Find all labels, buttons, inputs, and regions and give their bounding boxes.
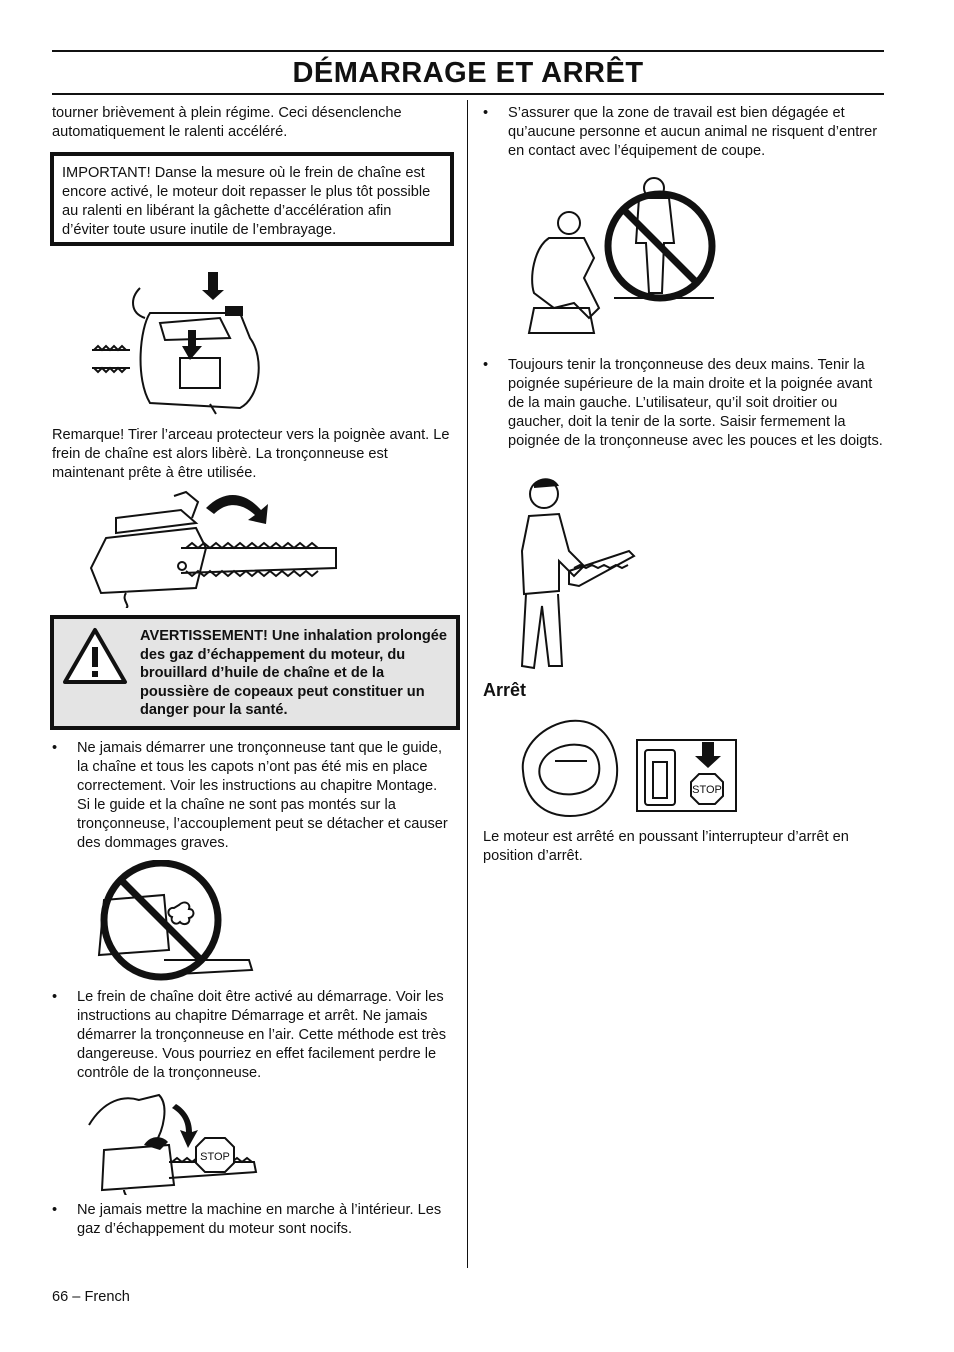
- important-box: [50, 152, 454, 246]
- stop-sign-text: STOP: [200, 1151, 230, 1163]
- column-divider: [467, 100, 468, 1268]
- stop-switch-text: STOP: [692, 784, 722, 796]
- arret-paragraph: Le moteur est arrêté en poussant l’interrupteur d’arrêt en position d’arrêt.: [483, 829, 849, 864]
- list-item-text: Le frein de chaîne doit être activé au démarrage. Voir les instructions au chapitre Démarrage et arrêt. Ne jamais démarrer la tronçonneuse en l’air. Cette méthode est très dangereuse. Vous pourriez en effet facilement perdre le contrôle de la tronçonneuse.: [77, 989, 447, 1081]
- bullet-marker: •: [483, 357, 489, 373]
- stop-switch-illustration: [515, 716, 740, 820]
- warning-text: AVERTISSEMENT! Une inhalation prolongée des gaz d’échappement du moteur, du brouillard d’huile de chaîne et de la poussière de copeaux peut constituer un danger pour la santé.: [140, 628, 448, 719]
- list-item-text: Ne jamais démarrer une tronçonneuse tant que le guide, la chaîne et tous les capots n’ont pas été mis en place correctement. Voir les instructions au chapitre Montage. Si le guide et la chaîne ne sont pas montés sur la tronçonneuse, l’accouplement peut se détacher et causer des dommages graves.: [77, 740, 448, 851]
- remarque-paragraph: Remarque! Tirer l’arceau protecteur vers la poignèe avant. Le frein de chaîne est alors libèrè. La tronçonneuse est maintenant prête à être utilisée.: [52, 427, 450, 481]
- intro-paragraph: tourner brièvement à plein régime. Ceci désenclenche automatiquement le ralenti accéléré.: [52, 105, 402, 140]
- bullet-marker: •: [483, 105, 489, 121]
- list-item-text: S’assurer que la zone de travail est bien dégagée et qu’aucune personne et aucun animal ne risquent d’entrer en contact avec l’équipement de coupe.: [508, 105, 878, 159]
- important-text: IMPORTANT! Danse la mesure où le frein de chaîne est encore activé, le moteur doit repasser le plus tôt possible au ralenti en libérant la gâchette d’accélération afin d’éviter toute usure inutile de l’embrayage.: [62, 165, 431, 238]
- two-hands-illustration: [514, 476, 639, 672]
- header-rule-bottom: [52, 93, 884, 95]
- page-title: DÉMARRAGE ET ARRÊT: [292, 57, 644, 89]
- brake-start-illustration: [84, 1090, 264, 1195]
- warning-icon: [62, 627, 128, 685]
- bullet-marker: •: [52, 1202, 58, 1218]
- bullet-marker: •: [52, 989, 58, 1005]
- header-rule-top: [52, 50, 884, 52]
- throttle-illustration: [90, 268, 270, 418]
- chain-brake-illustration: [86, 488, 341, 608]
- no-bar-illustration: [84, 860, 259, 982]
- page-footer: 66 – French: [52, 1289, 130, 1305]
- clear-area-illustration: [514, 168, 724, 336]
- arret-heading: Arrêt: [483, 680, 527, 700]
- bullet-marker: •: [52, 740, 58, 756]
- warning-box: [50, 615, 460, 730]
- list-item-text: Toujours tenir la tronçonneuse des deux mains. Tenir la poignée supérieure de la main droite et la poignée avant de la main gauche. L’utilisateur, qu’il soit droitier ou gaucher, doit la tenir de la sorte. Saisir fermement la poignée de la tronçonneuse avec les pouces et les doigts.: [508, 357, 883, 449]
- list-item-text: Ne jamais mettre la machine en marche à l’intérieur. Les gaz d’échappement du moteur sont nocifs.: [77, 1202, 442, 1237]
